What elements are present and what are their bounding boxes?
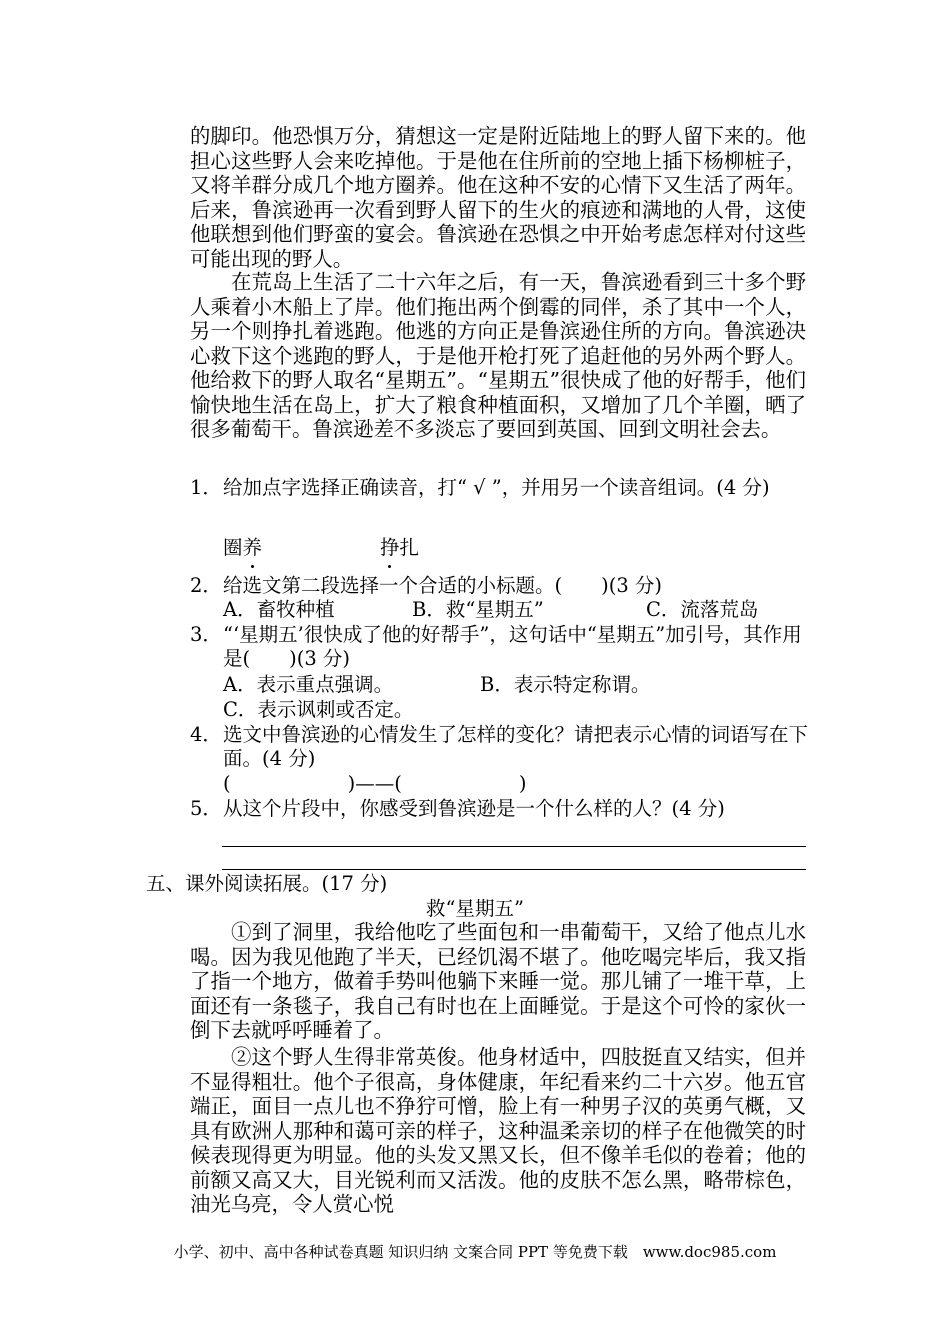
question-4-number: 4． <box>190 723 222 746</box>
question-2-option-b: B．救“星期五” <box>412 598 544 621</box>
question-4-text: 选文中鲁滨逊的心情发生了怎样的变化？请把表示心情的词语写在下面。(4 分) <box>223 723 809 770</box>
word-quanyang-plain: 圈 <box>223 536 243 559</box>
question-2-option-c: C．流落荒岛 <box>646 598 759 621</box>
word-zhengzha <box>380 536 419 560</box>
question-4 <box>190 723 810 771</box>
question-2-option-a: A．畜牧种植 <box>223 598 335 621</box>
question-3 <box>190 623 810 671</box>
section-5-title: 救“星期五” <box>426 897 524 920</box>
word-zhengzha-plain: 扎 <box>399 536 420 559</box>
section-5-paragraph-1: ①到了洞里，我给他吃了些面包和一串葡萄干，又给了他点儿水喝。因为我见他跑了半天，已经饥渴不堪了。他吃喝完毕后，我又指了指一个地方，做着手势叫他躺下来睡一觉。那儿铺了一堆干草，上面还有一条毯子，我自己有时也在上面睡觉。于是这个可怜的家伙一倒下去就呼呼睡着了。 <box>190 920 806 1042</box>
question-1 <box>190 476 810 500</box>
question-5-text: 从这个片段中，你感受到鲁滨逊是一个什么样的人？(4 分) <box>223 797 725 820</box>
passage-paragraph-2: 在荒岛上生活了二十六年之后，有一天，鲁滨逊看到三十多个野人乘着小木船上了岸。他们拖出两个倒霉的同伴，杀了其中一个人，另一个则挣扎着逃跑。他逃的方向正是鲁滨逊住所的方向。鲁滨逊决心救下这个逃跑的野人，于是他开枪打死了追赶他的另外两个野人。他给救下的野人取名“星期五”。“星期五”很快成了他的好帮手，他们愉快地生活在岛上，扩大了粮食种植面积，又增加了几个羊圈，晒了很多葡萄干。鲁滨逊差不多淡忘了要回到英国、回到文明社会去。 <box>190 270 806 441</box>
question-1-text: 给加点字选择正确读音，打“ √ ”，并用另一个读音组词。(4 分) <box>223 476 770 499</box>
question-3-option-b: B．表示特定称谓。 <box>480 673 651 696</box>
section-5-paragraph-2: ②这个野人生得非常英俊。他身材适中，四肢挺直又结实，但并不显得粗壮。他个子很高，身体健康，年纪看来约二十六岁。他五官端正，面目一点儿也不狰狞可憎，脸上有一种男子汉的英勇气概，又具有欧洲人那种和蔼可亲的样子，这种温柔亲切的样子在他微笑的时候表现得更为明显。他的头发又黑又长，但不像羊毛似的卷着；他的前额又高又大，目光锐利而又活泼。他的皮肤不怎么黑，略带棕色，油光乌亮，令人赏心悦 <box>190 1045 806 1216</box>
answer-line-1 <box>222 846 806 847</box>
question-3-number: 3． <box>190 623 222 646</box>
page-footer: 小学、初中、高中各种试卷真题 知识归纳 文案合同 PPT 等免费下载 www.doc985.com <box>173 1243 777 1261</box>
word-zhengzha-dotted-char: 挣 <box>380 536 400 559</box>
word-quanyang-dotted-char: 养 <box>242 536 263 559</box>
question-1-number: 1． <box>190 476 222 499</box>
section-5-heading: 五、课外阅读拓展。(17 分) <box>146 872 388 895</box>
question-2 <box>190 574 810 598</box>
question-3-option-c: C．表示讽刺或否定。 <box>223 698 414 721</box>
question-3-option-a: A．表示重点强调。 <box>223 673 394 696</box>
question-4-answer-blanks: ( )——( ) <box>223 772 527 795</box>
question-2-text: 给选文第二段选择一个合适的小标题。( )(3 分) <box>223 574 663 597</box>
question-5 <box>190 797 810 821</box>
question-5-number: 5． <box>190 797 222 820</box>
word-quanyang <box>223 536 262 560</box>
answer-line-2 <box>222 869 806 870</box>
question-3-text: “‘星期五’很快成了他的好帮手”，这句话中“星期五”加引号，其作用是( )(3 分) <box>223 623 802 670</box>
question-2-number: 2． <box>190 574 222 597</box>
passage-paragraph-1: 的脚印。他恐惧万分，猜想这一定是附近陆地上的野人留下来的。他担心这些野人会来吃掉他。于是他在住所前的空地上插下杨柳桩子，又将羊群分成几个地方圈养。他在这种不安的心情下又生活了两年。后来，鲁滨逊再一次看到野人留下的生火的痕迹和满地的人骨，这使他联想到他们野蛮的宴会。鲁滨逊在恐惧之中开始考虑怎样对付这些可能出现的野人。 <box>190 124 806 271</box>
